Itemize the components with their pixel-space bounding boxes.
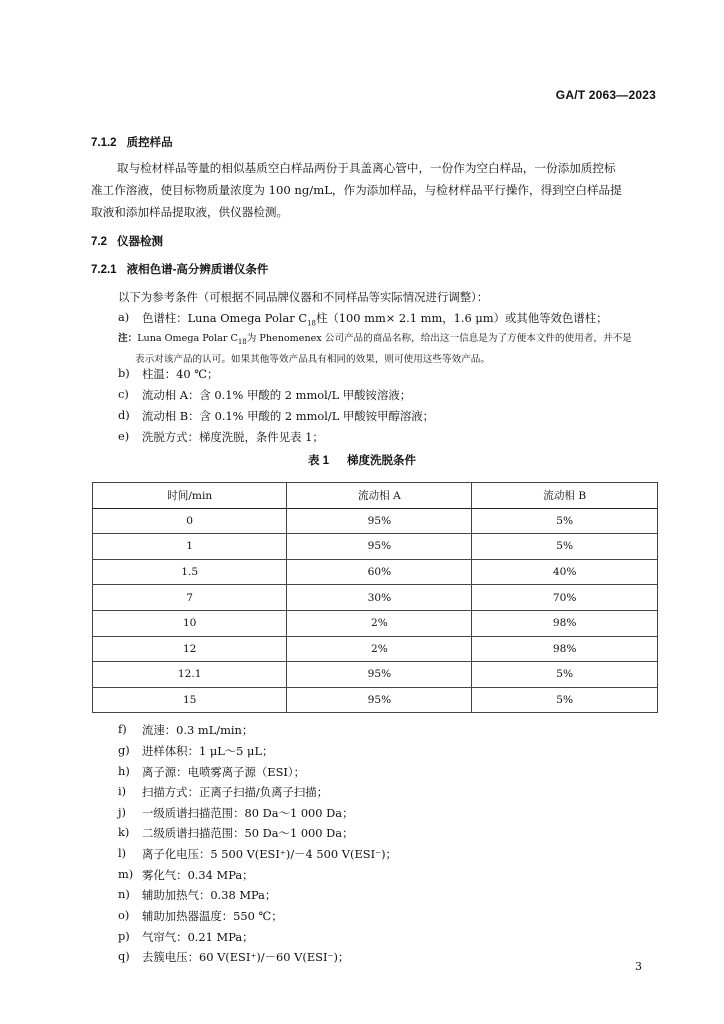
table-cell: 95% <box>287 508 472 534</box>
section-heading-7-1-2 <box>91 134 173 150</box>
table-cell: 1 <box>93 534 287 560</box>
list-item-text: 流动相 A：含 0.1% 甲酸的 2 mmol/L 甲酸铵溶液； <box>142 388 412 402</box>
list-item-label: n) <box>118 887 130 901</box>
table-cell: 98% <box>472 610 658 636</box>
section-number: 7.2.1 <box>91 264 117 276</box>
table-cell: 70% <box>472 585 658 611</box>
table-cell: 30% <box>287 585 472 611</box>
table-cell: 0 <box>93 508 287 534</box>
list-item-text: 气帘气：0.21 MPa； <box>142 930 254 944</box>
list-item-label: i) <box>118 784 127 798</box>
table-cell: 5% <box>472 687 658 713</box>
note-line: 表示对该产品的认可。如果其他等效产品具有相同的效果，则可使用这些等效产品。 <box>135 353 490 365</box>
paragraph-line: 取与检材样品等量的相似基质空白样品两份于具盖离心管中，一份作为空白样品，一份添加质控标 <box>117 161 616 175</box>
table-caption <box>0 452 724 468</box>
section-heading-7-2-1 <box>91 261 268 277</box>
list-item-label: l) <box>118 846 127 860</box>
list-item-text: 进样体积：1 μL～5 μL； <box>142 744 274 758</box>
table-cell: 12.1 <box>93 662 287 688</box>
section-title: 质控样品 <box>126 137 173 149</box>
list-item-text: 雾化气：0.34 MPa； <box>142 868 254 882</box>
standard-code: GA/T 2063—2023 <box>555 88 656 102</box>
list-item-text: 流动相 B：含 0.1% 甲酸的 2 mmol/L 甲酸铵甲醇溶液； <box>142 409 435 423</box>
list-item-text: 离子源：电喷雾离子源（ESI）； <box>142 765 305 779</box>
list-item-label: h) <box>118 764 130 778</box>
table-cell: 60% <box>287 559 472 585</box>
list-item-label: g) <box>118 743 130 757</box>
list-item-text: 洗脱方式：梯度洗脱，条件见表 1； <box>142 430 324 444</box>
page-number: 3 <box>635 960 642 973</box>
note <box>118 330 663 368</box>
table-cell: 12 <box>93 636 287 662</box>
table-cell: 95% <box>287 687 472 713</box>
list-item-label: f) <box>118 722 127 736</box>
table-number: 表 1 <box>307 455 330 467</box>
list-item-label: o) <box>118 908 130 922</box>
list-item-label: p) <box>118 929 130 943</box>
table-cell: 5% <box>472 662 658 688</box>
list-item-label: e) <box>118 429 130 443</box>
table-cell: 15 <box>93 687 287 713</box>
table-row <box>93 610 658 636</box>
list-item-label: c) <box>118 387 129 401</box>
list-item-label: m) <box>118 867 134 881</box>
table-row <box>93 534 658 560</box>
table-row <box>93 559 658 585</box>
table-cell: 10 <box>93 610 287 636</box>
table-cell: 7 <box>93 585 287 611</box>
table-cell: 95% <box>287 662 472 688</box>
table-cell: 5% <box>472 508 658 534</box>
table-cell: 98% <box>472 636 658 662</box>
list-item-label: a) <box>118 310 130 324</box>
list-item-text: 色谱柱：Luna Omega Polar $C_{18}$柱（100 mm× 2.1 mm，1.6 μm）或其他等效色谱柱； <box>142 311 608 328</box>
section-title: 仪器检测 <box>117 236 163 248</box>
list-item-text: 辅助加热器温度：550 ℃； <box>142 909 283 923</box>
intro-text: 以下为参考条件（可根据不同品牌仪器和不同样品等实际情况进行调整）： <box>118 290 489 304</box>
paragraph-quality-control <box>91 157 662 223</box>
list-item-label: d) <box>118 408 130 422</box>
column-header-phase-b: 流动相 B <box>472 483 658 509</box>
table-cell: 1.5 <box>93 559 287 585</box>
note-line: 注：Luna Omega Polar $C_{18}$为 Phenomenex 公司产品的商品名称，给出这一信息是为了方便本文件的使用者，并不是 <box>118 333 632 346</box>
section-heading-7-2 <box>91 233 163 249</box>
gradient-elution-table <box>92 482 658 713</box>
table-cell: 2% <box>287 636 472 662</box>
paragraph-line: 取液和添加样品提取液，供仪器检测。 <box>91 205 289 219</box>
list-item-text: 去簇电压：60 V(ESI⁺)/－60 V(ESI⁻)； <box>142 950 350 964</box>
list-item-label: b) <box>118 366 130 380</box>
table-row <box>93 585 658 611</box>
list-item-text: 二级质谱扫描范围：50 Da～1 000 Da； <box>142 826 354 840</box>
table-cell: 95% <box>287 534 472 560</box>
list-item-text: 辅助加热气：0.38 MPa； <box>142 888 277 902</box>
table-row <box>93 662 658 688</box>
table-row <box>93 636 658 662</box>
column-header-time: 时间/min <box>93 483 287 509</box>
list-item-label: k) <box>118 825 130 839</box>
table-title: 梯度洗脱条件 <box>347 455 417 467</box>
table-row <box>93 687 658 713</box>
column-header-phase-a: 流动相 A <box>287 483 472 509</box>
list-item-text: 扫描方式：正离子扫描/负离子扫描； <box>142 785 329 799</box>
list-item-text: 流速：0.3 mL/min； <box>142 723 254 737</box>
table-cell: 40% <box>472 559 658 585</box>
section-number: 7.1.2 <box>91 137 117 149</box>
section-number: 7.2 <box>91 236 107 248</box>
table-header-row <box>93 483 658 509</box>
list-item-label: j) <box>118 805 126 819</box>
list-item-text: 一级质谱扫描范围：80 Da～1 000 Da； <box>142 806 354 820</box>
section-title: 液相色谱-高分辨质谱仪条件 <box>126 264 269 276</box>
note-label: 注： <box>118 333 138 344</box>
list-item-label: q) <box>118 949 130 963</box>
list-item-text: 离子化电压：5 500 V(ESI⁺)/－4 500 V(ESI⁻)； <box>142 847 397 861</box>
list-item-text: 柱温：40 ℃； <box>142 367 219 381</box>
table-row <box>93 508 658 534</box>
table-cell: 2% <box>287 610 472 636</box>
paragraph-line: 准工作溶液，使目标物质量浓度为 100 ng/mL，作为添加样品，与检材样品平行操作，得到空白样品提 <box>91 183 622 197</box>
table-cell: 5% <box>472 534 658 560</box>
